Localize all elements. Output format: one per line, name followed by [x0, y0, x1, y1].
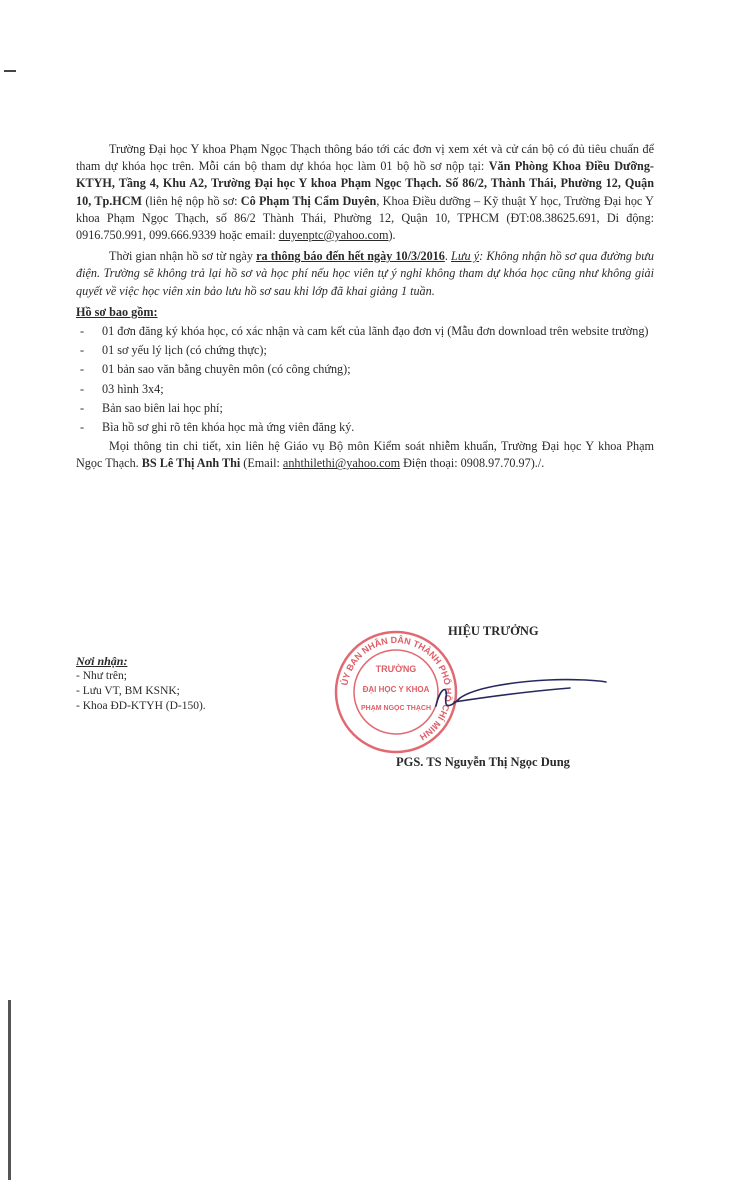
documents-heading: Hồ sơ bao gồm: [76, 304, 158, 319]
list-item: - Như trên; [76, 670, 127, 682]
contact-paragraph: Mọi thông tin chi tiết, xin liên hệ Giáo vụ Bộ môn Kiểm soát nhiễm khuẩn, Trường Đại học Y khoa Phạm Ngọc Thạch. BS Lê Thị Anh Thi (Email: anhthilethi@yahoo.com Điện thoại: 0908.97.70.97)./. [76, 439, 654, 471]
list-item: - 03 hình 3x4; [76, 381, 654, 398]
submission-address: Văn Phòng Khoa Điều Dưỡng-KTYH, Tầng 4, Khu A2, Trường Đại học Y khoa Phạm Ngọc Thạch. Số 86/2, Thành Thái, Phường 12, Quận 10, Tp.HCM [76, 159, 654, 208]
list-item: - Khoa ĐD-KTYH (D-150). [76, 700, 206, 712]
seal-line: TRƯỜNG [375, 664, 417, 674]
seal-ring-text: ỦY BAN NHÂN DÂN THÀNH PHỐ HỒ CHÍ MINH [339, 634, 454, 743]
scan-edge-shadow [8, 1000, 11, 1180]
list-item: - 01 bản sao văn bằng chuyên môn (có công chứng); [76, 361, 654, 378]
list-item: - Lưu VT, BM KSNK; [76, 685, 180, 697]
list-item: - 01 đơn đăng ký khóa học, có xác nhận và cam kết của lãnh đạo đơn vị (Mẫu đơn download trên website trường) [76, 323, 654, 340]
doctor-email-link[interactable]: anhthilethi@yahoo.com [282, 456, 401, 471]
scan-mark [4, 70, 16, 72]
list-item: - 01 sơ yếu lý lịch (có chứng thực); [76, 342, 654, 359]
seal-line: ĐẠI HỌC Y KHOA [362, 685, 430, 694]
recipients-block [76, 654, 206, 714]
submission-paragraph: Trường Đại học Y khoa Phạm Ngọc Thạch thông báo tới các đơn vị xem xét và cử cán bộ có đủ tiêu chuẩn để tham dự khóa học trên. Mỗi cán bộ tham dự khóa học làm 01 bộ hồ sơ nộp tại: Văn Phòng Khoa Điều Dưỡng-KTYH, Tầng 4, Khu A2, Trường Đại học Y khoa Phạm Ngọc Thạch. Số 86/2, Thành Thái, Phường 12, Quận 10, Tp.HCM (liên hệ nộp hồ sơ: Cô Phạm Thị Cẩm Duyên, Khoa Điều dưỡng – Kỹ thuật Y học, Trường Đại học Y khoa Phạm Ngọc Thạch, số 86/2 Thành Thái, Phường 12, Quận 10, TPHCM (ĐT:08.38625.691, Di động: 0916.750.991, 099.666.9339 hoặc email: duyenptc@yahoo.com). [76, 142, 654, 243]
contact-doctor: BS Lê Thị Anh Thi [141, 456, 241, 471]
signer-name: PGS. TS Nguyễn Thị Ngọc Dung [396, 755, 570, 769]
list-item: - Bản sao biên lai học phí; [76, 400, 654, 417]
deadline-date: ra thông báo đến hết ngày 10/3/2016 [256, 249, 445, 264]
handwritten-signature [430, 676, 610, 716]
signature-title: HIỆU TRƯỞNG [448, 624, 539, 638]
list-item: - Bìa hồ sơ ghi rõ tên khóa học mà ứng viên đăng ký. [76, 419, 654, 436]
deadline-paragraph: Thời gian nhận hồ sơ từ ngày ra thông báo đến hết ngày 10/3/2016. Lưu ý: Không nhận hồ sơ qua đường bưu điện. Trường sẽ không trả lại hồ sơ và học phí nếu học viên tự ý nghỉ không tham dự khóa học cũng như không giải quyết về việc học viên xin bảo lưu hồ sơ sau khi lớp đã khai giảng 1 tuần. [76, 249, 655, 298]
seal-line: PHẠM NGỌC THẠCH [361, 705, 431, 712]
recipients-label: Nơi nhận: [76, 654, 128, 668]
document-body [76, 141, 654, 473]
documents-list [76, 323, 654, 436]
note-label: Lưu ý [451, 249, 480, 264]
contact-email-link[interactable]: duyenptc@yahoo.com [278, 228, 389, 243]
note-text: : Không nhận hồ sơ qua đường bưu điện. Trường sẽ không trả lại hồ sơ và học phí nếu học viên tự ý nghỉ không tham dự khóa học cũng như không giải quyết về việc học viên xin bảo lưu hồ sơ sau khi lớp đã khai giảng 1 tuần. [76, 249, 655, 298]
contact-person: Cô Phạm Thị Cẩm Duyên [240, 193, 377, 208]
